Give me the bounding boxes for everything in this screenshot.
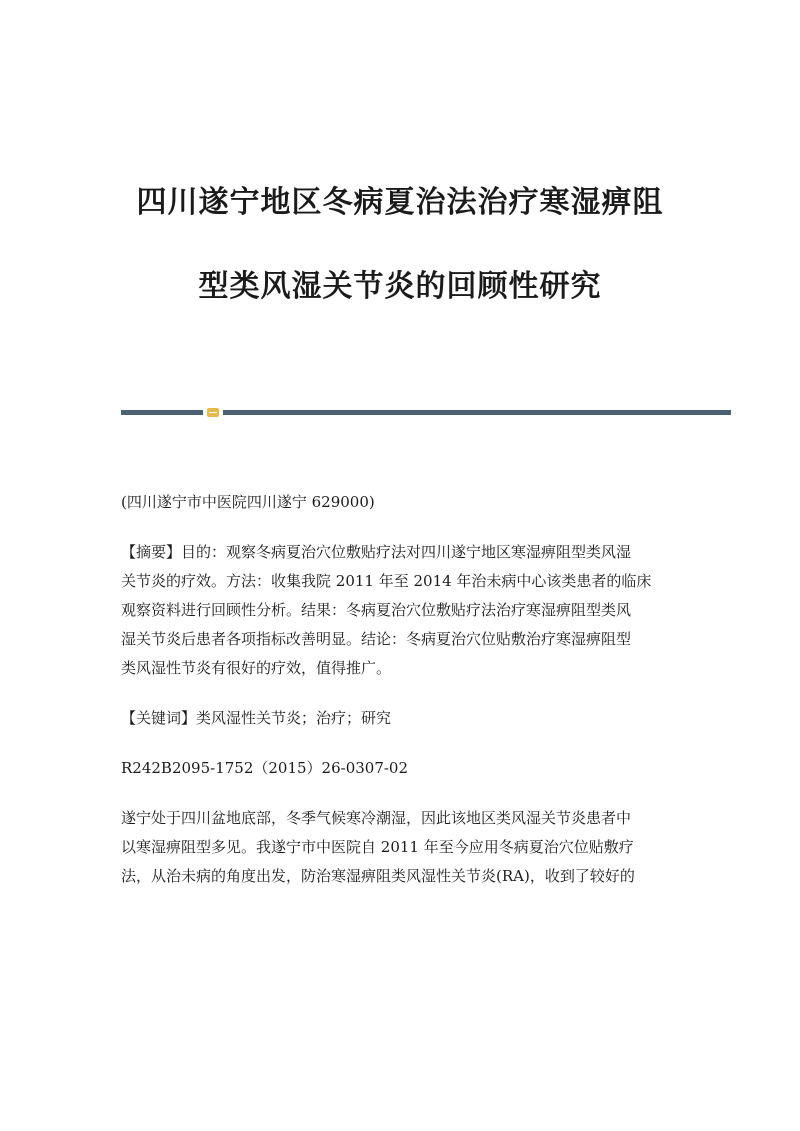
abstract	[121, 538, 681, 683]
classification-number: R242B2095-1752（2015）26-0307-02	[121, 759, 409, 777]
divider-emblem-icon	[207, 408, 219, 417]
abstract-line: 湿关节炎后患者各项指标改善明显。结论：冬病夏治穴位贴敷治疗寒湿痹阻型	[121, 630, 632, 648]
divider-bar-left	[121, 410, 203, 415]
intro-line: 遂宁处于四川盆地底部，冬季气候寒冷潮湿，因此该地区类风湿关节炎患者中	[121, 809, 632, 827]
keywords: 【关键词】类风湿性关节炎；治疗；研究	[121, 709, 392, 727]
divider-bar-right	[223, 410, 731, 415]
introduction	[121, 804, 681, 891]
title-block	[0, 180, 800, 310]
intro-line: 以寒湿痹阻型多见。我遂宁市中医院自 2011 年至今应用冬病夏治穴位贴敷疗	[121, 838, 634, 856]
abstract-line: 关节炎的疗效。方法：收集我院 2011 年至 2014 年治未病中心该类患者的临床	[121, 572, 652, 590]
body-text	[121, 488, 681, 891]
abstract-line: 类风湿性节炎有很好的疗效，值得推广。	[121, 659, 392, 677]
abstract-line: 【摘要】目的：观察冬病夏治穴位敷贴疗法对四川遂宁地区寒湿痹阻型类风湿	[121, 543, 632, 561]
title-line-2: 型类风湿关节炎的回顾性研究	[198, 269, 602, 304]
title-line-1: 四川遂宁地区冬病夏治法治疗寒湿痹阻	[136, 185, 664, 220]
affiliation: (四川遂宁市中医院四川遂宁 629000)	[121, 493, 375, 511]
title-divider	[121, 408, 731, 416]
abstract-line: 观察资料进行回顾性分析。结果：冬病夏治穴位敷贴疗法治疗寒湿痹阻型类风	[121, 601, 632, 619]
intro-line: 法，从治未病的角度出发，防治寒湿痹阻类风湿性关节炎(RA)，收到了较好的	[121, 867, 635, 885]
